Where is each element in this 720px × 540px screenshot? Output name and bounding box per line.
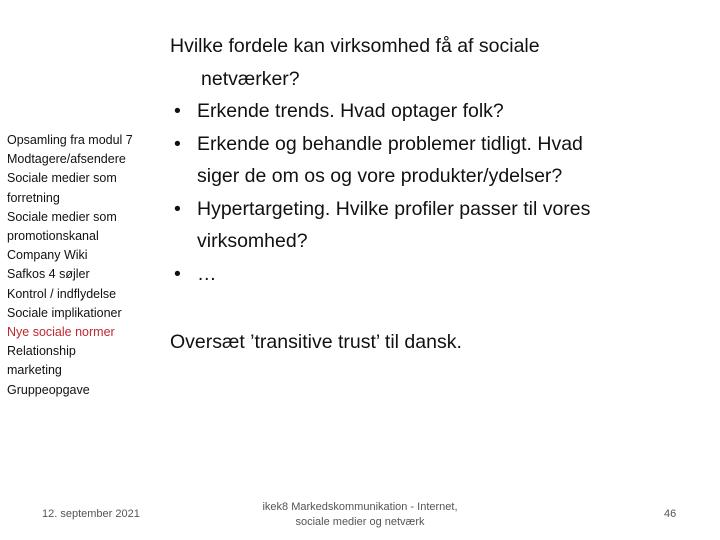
- agenda-item: Gruppeopgave: [7, 382, 90, 397]
- agenda-item: Sociale implikationer: [7, 305, 122, 320]
- agenda-item: Sociale medier som: [7, 171, 117, 186]
- footer-title-line: sociale medier og netværk: [295, 516, 425, 528]
- bullet-item: [170, 258, 710, 291]
- bullet-item: [170, 128, 710, 193]
- agenda-item: forretning: [7, 190, 60, 205]
- bullet-icon: •: [174, 262, 181, 285]
- agenda-item: Kontrol / indflydelse: [7, 286, 117, 301]
- agenda-item-current: Nye sociale normer: [7, 325, 115, 340]
- question-line: Hvilke fordele kan virksomhed få af sociale: [170, 35, 540, 57]
- bullet-icon: •: [174, 132, 181, 155]
- bullet-text: virksomhed?: [197, 230, 308, 252]
- footer-date: 12. september 2021: [42, 508, 140, 520]
- slide-question: [170, 30, 710, 95]
- agenda-item: Modtagere/afsendere: [7, 152, 126, 167]
- bullet-text: Erkende og behandle problemer tidligt. Hvad: [197, 132, 583, 155]
- bullet-text: Erkende trends. Hvad optager folk?: [197, 100, 504, 122]
- page-number: 46: [664, 508, 677, 520]
- bullet-icon: •: [174, 100, 181, 122]
- agenda-item: Company Wiki: [7, 248, 88, 263]
- agenda-item: promotionskanal: [7, 229, 99, 244]
- bullet-list: [170, 95, 710, 290]
- bullet-text: …: [197, 262, 217, 285]
- slide-body: [170, 30, 710, 359]
- agenda-item: Relationship: [7, 344, 76, 359]
- bullet-text: siger de om os og vore produkter/ydelser?: [197, 165, 563, 187]
- footer-title: [250, 500, 470, 530]
- agenda-item: Sociale medier som: [7, 209, 117, 224]
- translate-task: Oversæt ’transitive trust’ til dansk.: [170, 331, 462, 353]
- bullet-text: Hypertargeting. Hvilke profiler passer til vores: [197, 197, 591, 220]
- bullet-item: [170, 95, 710, 128]
- bullet-icon: •: [174, 197, 181, 220]
- agenda-item: marketing: [7, 363, 62, 378]
- agenda-list: [7, 131, 167, 400]
- footer-title-line: ikek8 Markedskommunikation - Internet,: [262, 501, 458, 513]
- question-line: netværker?: [201, 67, 300, 90]
- agenda-item: Safkos 4 søjler: [7, 267, 90, 282]
- bullet-item: [170, 193, 710, 258]
- agenda-item: Opsamling fra modul 7: [7, 133, 133, 147]
